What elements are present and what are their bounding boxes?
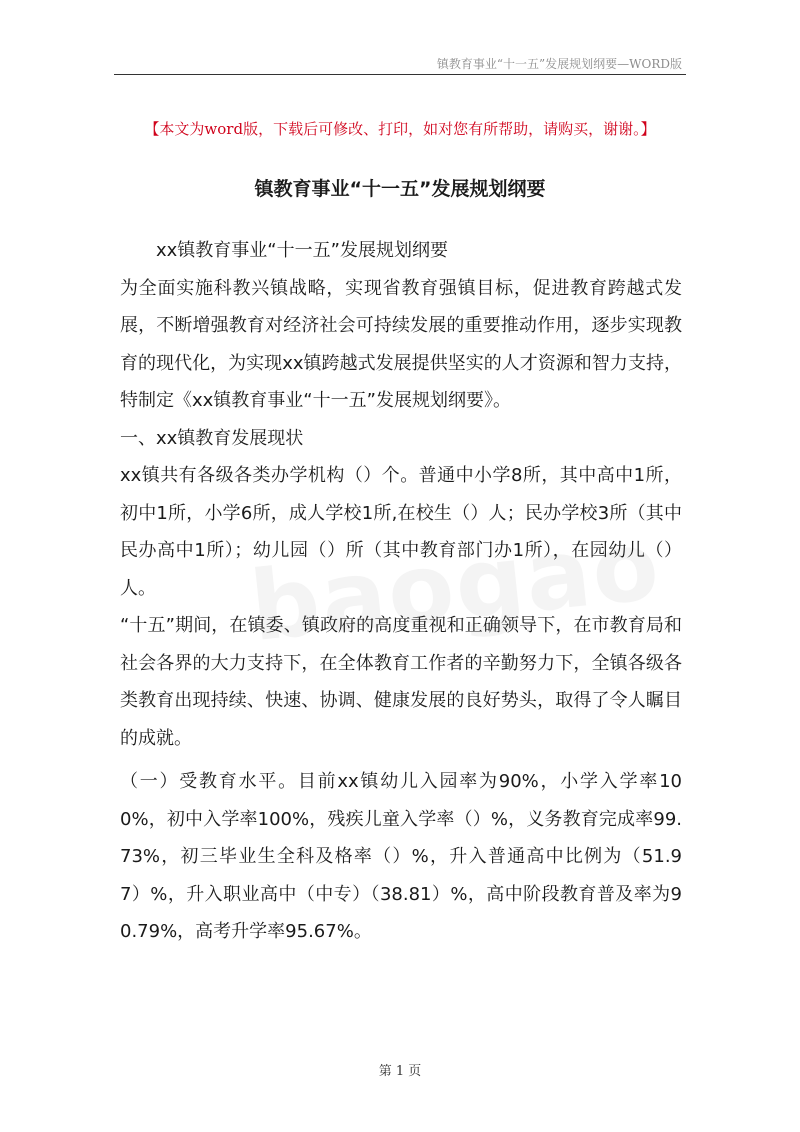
education-level-paragraph: （一）受教育水平。目前xx镇幼儿入园率为90%，小学入学率100%，初中入学率100%，残疾儿童入学率（）%，义务教育完成率99.73%，初三毕业生全科及格率（）%，升入普通高中比例为（51.97）%，升入职业高中（中专）（38.81）%，高中阶段教育普及率为90.79%，高考升学率95.67%。 xyxy=(120,771,682,942)
running-header: 镇教育事业“十一五”发展规划纲要—WORD版 xyxy=(436,57,682,71)
section-heading: 一、xx镇教育发展现状 xyxy=(120,427,304,449)
subtitle-line: xx镇教育事业“十一五”发展规划纲要 xyxy=(156,240,448,261)
purchase-notice: 【本文为word版，下载后可修改、打印，如对您有所帮助，请购买，谢谢。】 xyxy=(144,120,656,138)
page-number: 第 1 页 xyxy=(378,1064,422,1079)
document-title: 镇教育事业“十一五”发展规划纲要 xyxy=(254,178,546,200)
shiwu-paragraph: “十五”期间，在镇委、镇政府的高度重视和正确领导下，在市教育局和社会各界的大力支持下，在全体教育工作者的辛勤努力下，全镇各级各类教育出现持续、快速、协调、健康发展的良好势头，取得了令人瞩目的成就。 xyxy=(120,615,682,749)
document-body xyxy=(120,232,682,951)
intro-paragraph: 为全面实施科教兴镇战略，实现省教育强镇目标，促进教育跨越式发展，不断增强教育对经济社会可持续发展的重要推动作用，逐步实现教育的现代化，为实现xx镇跨越式发展提供坚实的人才资源和智力支持，特制定《xx镇教育事业“十一五”发展规划纲要》。 xyxy=(120,277,682,411)
schools-paragraph: xx镇共有各级各类办学机构（）个。普通中小学8所，其中高中1所，初中1所，小学6所，成人学校1所,在校生（）人；民办学校3所（其中民办高中1所）；幼儿园（）所（其中教育部门办1所），在园幼儿（）人。 xyxy=(120,465,682,599)
header-divider xyxy=(114,74,686,75)
